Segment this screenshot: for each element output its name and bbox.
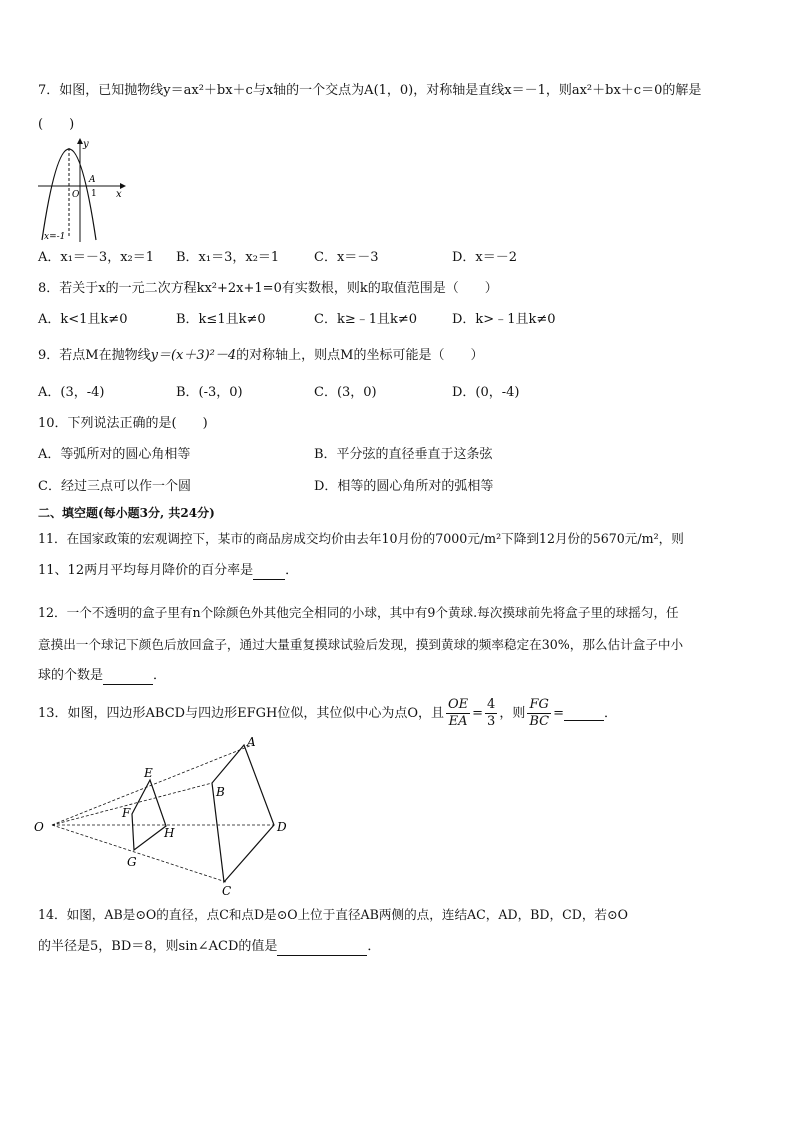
label-C: C [222, 884, 232, 898]
q7-option-d: D．x＝－2 [452, 250, 518, 265]
q7-answer-paren: ( ) [38, 117, 75, 132]
q10-option-d: D．相等的圆心角所对的弧相等 [314, 479, 494, 494]
q8-option-b: B．k≤1且k≠0 [176, 312, 266, 327]
q9-text-a: 9．若点M在抛物线 [38, 348, 151, 363]
q13-text-b: ，则 [499, 706, 526, 721]
q11-answer-blank[interactable] [253, 565, 285, 580]
q7-parabola-figure [34, 134, 134, 244]
q11-line2-text: 11、12两月平均每月降价的百分率是 [38, 563, 254, 578]
q13-frac3-num: FG [527, 697, 551, 714]
q10-option-b: B．平分弦的直径垂直于这条弦 [314, 447, 493, 462]
q13-eq1: = [472, 706, 484, 721]
label-B: B [216, 785, 225, 799]
q12-end: ． [153, 668, 167, 683]
label-O: O [34, 820, 44, 834]
q12-line3-text: 球的个数是 [38, 668, 104, 683]
q12-line2: 意摸出一个球记下颜色后放回盒子，通过大量重复摸球试验后发现，摸到黄球的频率稳定在30%，那么估计盒子中小 [38, 637, 684, 652]
q13-answer-blank[interactable] [564, 706, 604, 721]
q14-answer-blank[interactable] [277, 941, 367, 956]
q7-option-b: B．x₁＝3，x₂＝1 [176, 250, 280, 265]
q8-option-d: D．k>﹣1且k≠0 [452, 312, 556, 327]
label-G: G [127, 855, 137, 869]
q13-eq2: = [553, 706, 564, 721]
q9-option-b: B．(-3，0) [176, 385, 243, 400]
q10-option-a: A．等弧所对的圆心角相等 [38, 447, 191, 462]
label-symmetry-axis: x=-1 [44, 232, 66, 242]
q13-frac1-num: OE [447, 697, 469, 712]
section-fill-in-title: 二、填空题(每小题3分, 共24分) [38, 506, 215, 520]
label-O: O [72, 190, 80, 200]
q13-frac2-num: 4 [487, 697, 496, 712]
quad-abcd [212, 745, 274, 882]
label-D: D [277, 820, 287, 834]
label-one: 1 [91, 189, 97, 199]
label-F: F [122, 806, 131, 820]
q9-option-d: D．(0，-4) [452, 385, 520, 400]
q13-text-a: 13．如图，四边形ABCD与四边形EFGH位似，其位似中心为点O，且 [38, 706, 444, 721]
q7-stem: 7．如图，已知抛物线y＝ax²＋bx＋c与x轴的一个交点为A(1，0)，对称轴是直线x＝－1，则ax²＋bx＋c＝0的解是 [38, 83, 702, 98]
q14-line2-text: 的半径是5，BD＝8，则sin∠ACD的值是 [38, 939, 278, 954]
q13-stem [38, 694, 617, 734]
label-A: A [247, 735, 256, 749]
label-A: A [89, 175, 96, 185]
q12-line1: 12．一个不透明的盒子里有n个除颜色外其他完全相同的小球，其中有9个黄球.每次摸球前先将盒子里的球摇匀，任 [38, 605, 679, 620]
q13-frac-oe-ea [446, 697, 470, 730]
label-E: E [144, 766, 153, 780]
q10-stem: 10．下列说法正确的是( ) [38, 416, 208, 431]
q8-option-a: A．k<1且k≠0 [38, 312, 128, 327]
q13-frac3-den: BC [529, 714, 550, 729]
q12-line3 [38, 667, 166, 685]
q7-option-c: C．x＝－3 [314, 250, 379, 265]
q13-homothety-figure [30, 732, 300, 900]
q8-option-c: C．k≥﹣1且k≠0 [314, 312, 418, 327]
q9-formula: y＝(x＋3)²－4 [150, 348, 237, 363]
q12-answer-blank[interactable] [103, 670, 153, 685]
q10-option-c: C．经过三点可以作一个圆 [38, 479, 191, 494]
q11-end: ． [285, 563, 299, 578]
label-x: x [116, 189, 122, 200]
q13-frac-4-3 [485, 697, 497, 730]
q13-frac1-den: EA [448, 714, 468, 729]
q13-frac2-den: 3 [487, 714, 496, 729]
q14-line1: 14．如图，AB是⊙O的直径，点C和点D是⊙O上位于直径AB两侧的点，连结AC，AD，BD，CD，若⊙O [38, 907, 628, 922]
q7-option-a: A．x₁＝－3，x₂＝1 [38, 250, 155, 265]
q8-stem: 8．若关于x的一元二次方程kx²+2x+1=0有实数根，则k的取值范围是（ ） [38, 281, 498, 296]
q14-end: ． [367, 939, 381, 954]
quad-efgh [132, 780, 166, 850]
q9-option-a: A．(3，-4) [38, 385, 105, 400]
q9-stem [38, 347, 483, 365]
q9-option-c: C．(3，0) [314, 385, 377, 400]
q9-text-b: 的对称轴上，则点M的坐标可能是（ ） [236, 348, 484, 363]
label-H: H [164, 826, 175, 840]
q13-end: ． [604, 706, 618, 721]
label-y: y [83, 139, 89, 150]
q13-frac-fg-bc [527, 697, 551, 730]
q14-line2 [38, 938, 380, 956]
q11-line2 [38, 562, 298, 580]
ray-oc [52, 825, 226, 882]
q11-line1: 11．在国家政策的宏观调控下，某市的商品房成交均价由去年10月份的7000元/m²下降到12月份的5670元/m²，则 [38, 531, 684, 546]
